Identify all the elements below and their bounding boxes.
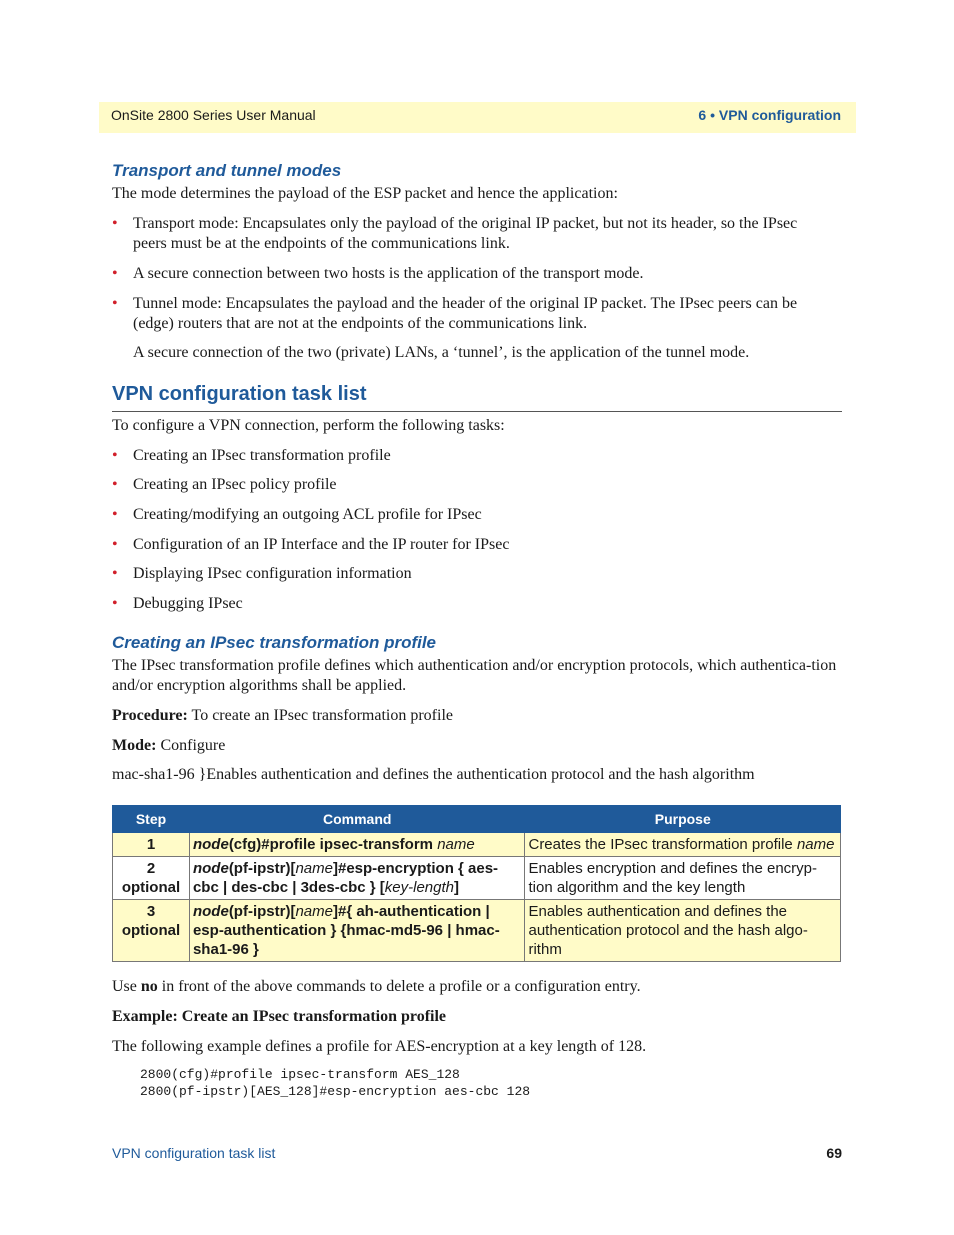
cmd-node: node: [192, 860, 229, 877]
command-cell: [189, 900, 525, 962]
step-optional: optional: [121, 922, 181, 939]
step-number: 2: [146, 860, 156, 877]
example-text: The following example defines a profile for AES-encryption at a key length of 128.: [112, 1038, 647, 1055]
bullet-icon: •: [112, 595, 118, 612]
list-item-text: Transport mode: Encapsulates only the payload of the original IP packet, but not its header, so the IPsec peers must be at the endpoints of the communications link.: [133, 215, 798, 252]
purpose-cell: [525, 833, 841, 857]
command-cell: [189, 833, 525, 857]
task-item-text[interactable]: Displaying IPsec configuration information: [133, 565, 412, 582]
table-row: [113, 900, 841, 962]
use-post: in front of the above commands to delete a profile or a configuration entry.: [161, 978, 641, 995]
task-item-text[interactable]: Creating an IPsec policy profile: [133, 476, 337, 493]
column-header-step: Step: [113, 806, 190, 833]
use-no-keyword: no: [140, 978, 158, 995]
code-line: 2800(cfg)#profile ipsec-transform AES_128: [140, 1067, 460, 1082]
task-list-intro: To configure a VPN connection, perform the following tasks:: [112, 417, 505, 434]
bullet-icon: •: [112, 265, 118, 282]
purpose-text: Creates the IPsec transformation profile: [528, 836, 793, 853]
chapter-title: 6 • VPN configuration: [698, 107, 841, 123]
step-cell: [113, 857, 190, 900]
cmd-main: (pf-ipstr)[: [228, 860, 296, 877]
cmd-arg: name: [295, 903, 333, 920]
step-number: 3: [146, 903, 156, 920]
bullet-icon: •: [112, 295, 118, 312]
column-header-purpose: Purpose: [525, 806, 841, 833]
purpose-text: Enables encryption and defines the encryp-tion algorithm and the key length: [528, 860, 817, 896]
mode-text: Configure: [160, 737, 226, 754]
use-no-line: [112, 977, 842, 997]
task-item-text[interactable]: Creating/modifying an outgoing ACL profile for IPsec: [133, 506, 482, 523]
transport-intro: The mode determines the payload of the ESP packet and hence the application:: [112, 185, 618, 202]
page-number: 69: [826, 1145, 842, 1161]
procedure-line: [112, 706, 842, 726]
cmd-rest: ]#{ ah-authentication | esp-authentication } {hmac-md5-96 | hmac-sha1-96 }: [192, 903, 500, 958]
cmd-rest: ]#esp-encryption { aes-cbc | des-cbc | 3des-cbc } [: [192, 860, 499, 896]
task-item-text[interactable]: Debugging IPsec: [133, 595, 243, 612]
heading-rule: [112, 411, 842, 412]
footer-section-link[interactable]: VPN configuration task list: [112, 1145, 276, 1161]
cmd-node: node: [192, 836, 229, 853]
example-heading: Example: Create an IPsec transformation profile: [112, 1008, 447, 1025]
bullet-icon: •: [112, 476, 118, 493]
table-header-row: [113, 806, 841, 833]
procedure-text: To create an IPsec transformation profile: [191, 707, 453, 724]
heading-transport-modes: Transport and tunnel modes: [112, 161, 342, 180]
table-row: [113, 833, 841, 857]
code-line: 2800(pf-ipstr)[AES_128]#esp-encryption aes-cbc 128: [140, 1084, 531, 1099]
steps-table: [112, 805, 841, 962]
purpose-text: Enables authentication and defines the authentication protocol and the hash algo-rithm: [528, 903, 808, 958]
cmd-arg: name: [437, 836, 475, 853]
bullet-icon: •: [112, 565, 118, 582]
bullet-icon: •: [112, 215, 118, 232]
step-cell: [113, 833, 190, 857]
command-cell: [189, 857, 525, 900]
procedure-label: Procedure:: [112, 707, 188, 724]
mode-label: Mode:: [112, 737, 157, 754]
manual-title: OnSite 2800 Series User Manual: [111, 107, 316, 123]
list-item-text: A secure connection between two hosts is the application of the transport mode.: [133, 265, 644, 282]
cmd-arg2: key-length: [384, 879, 454, 896]
cmd-main: (pf-ipstr)[: [228, 903, 296, 920]
cmd-arg: name: [295, 860, 333, 877]
heading-transformation-profile: Creating an IPsec transformation profile: [112, 633, 437, 652]
purpose-arg: name: [796, 836, 835, 853]
step-cell: [113, 900, 190, 962]
list-item-text: Tunnel mode: Encapsulates the payload and the header of the original IP packet. The IPsec peers can be (edge) routers that are not at the endpoints of the communications link.: [133, 295, 798, 332]
purpose-cell: [525, 900, 841, 962]
cmd-end: ]: [454, 879, 459, 896]
step-optional: optional: [121, 879, 181, 896]
task-item-text[interactable]: Creating an IPsec transformation profile: [133, 447, 391, 464]
profile-intro: The IPsec transformation profile defines which authentication and/or encryption protocols, which authentica-tion and/or encryption algorithms shall be applied.: [112, 657, 837, 694]
bullet-icon: •: [112, 447, 118, 464]
tunnel-note: A secure connection of the two (private) LANs, a ‘tunnel’, is the application of the tunnel mode.: [133, 344, 750, 361]
step-number: 1: [146, 836, 156, 853]
purpose-cell: [525, 857, 841, 900]
column-header-command: Command: [189, 806, 525, 833]
heading-task-list: VPN configuration task list: [112, 383, 367, 405]
task-item-text[interactable]: Configuration of an IP Interface and the IP router for IPsec: [133, 536, 510, 553]
mode-line: [112, 736, 842, 756]
stray-text-line: mac-sha1-96 }Enables authentication and defines the authentication protocol and the hash algorithm: [112, 766, 755, 783]
bullet-icon: •: [112, 506, 118, 523]
table-row: [113, 857, 841, 900]
cmd-node: node: [192, 903, 229, 920]
cmd-main: (cfg)#profile ipsec-transform: [228, 836, 434, 853]
bullet-icon: •: [112, 536, 118, 553]
use-pre: Use: [112, 978, 137, 995]
running-header: [99, 102, 856, 133]
